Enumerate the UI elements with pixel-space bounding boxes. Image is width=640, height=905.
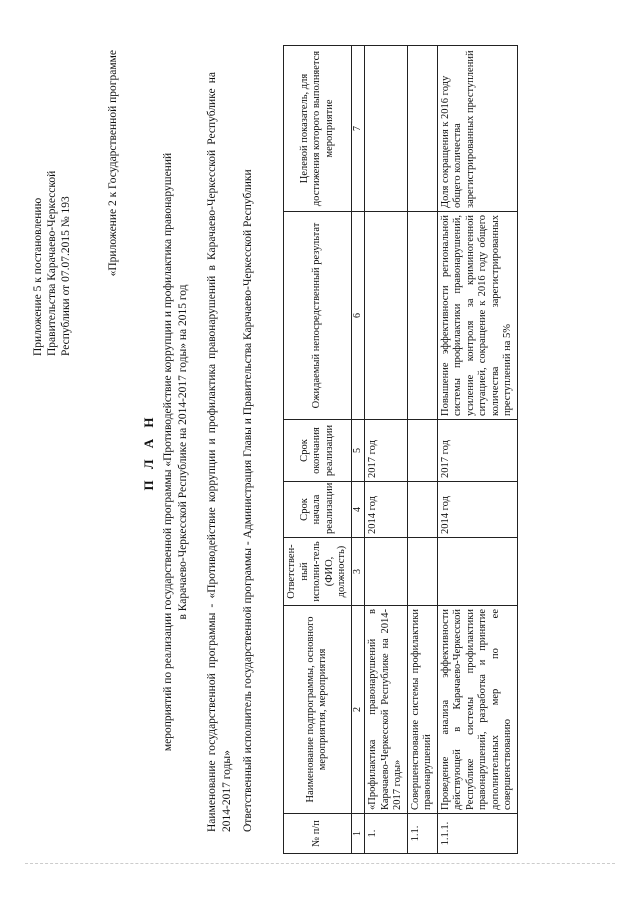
appendix-line-1: Приложение 5 к постановлению [32, 197, 44, 356]
row-result [407, 212, 437, 420]
header-start: Срок начала реализации [284, 482, 352, 538]
appendix-line-2: Правительства Карачаево-Черкесской [46, 170, 58, 356]
appendix-line-3: Республики от 07.07.2015 № 193 [60, 196, 72, 356]
appendix-header [31, 56, 73, 356]
row-start: 2014 год [437, 482, 517, 538]
row-executor [437, 538, 517, 606]
header-name: Наименование подпрограммы, основного мероприятия, мероприятия [284, 606, 352, 814]
row-result [365, 212, 408, 420]
row-indicator: Доля сокращения к 2016 году общего количества зарегистрированных преступлений [437, 46, 517, 212]
row-executor [407, 538, 437, 606]
header-num: № п/п [284, 814, 352, 854]
table-row [365, 46, 408, 854]
row-name: «Профилактика правонарушений в Карачаево-Черкесской Республике на 2014-2017 годы» [365, 606, 408, 814]
row-num: 1. [365, 814, 408, 854]
row-end: 2017 год [365, 420, 408, 482]
plan-table [283, 45, 518, 854]
plan-subtitle-line-1: мероприятий по реализации государственной программы «Противодействие коррупции и профилактика правонарушений [162, 152, 174, 752]
page-edge-line [25, 863, 615, 864]
plan-subtitle [161, 32, 191, 872]
row-executor [365, 538, 408, 606]
col-number: 5 [351, 420, 365, 482]
plan-title: П Л А Н [141, 413, 156, 491]
header-indicator: Целевой показатель, для достижения которого выполняется мероприятие [284, 46, 352, 212]
row-num: 1.1. [407, 814, 437, 854]
col-number: 2 [351, 606, 365, 814]
row-indicator [407, 46, 437, 212]
row-end [407, 420, 437, 482]
row-name: Совершенствование системы профилактики правонарушений [407, 606, 437, 814]
row-result: Повышение эффективности региональной системы профилактики правонарушений, усиление контроля за криминогенной ситуацией, сокращение к 2016 году общего количества зарегистрированных преступлений на 5% [437, 212, 517, 420]
col-number: 7 [351, 46, 365, 212]
row-indicator [365, 46, 408, 212]
plan-subtitle-line-2: в Карачаево-Черкесской Республике на 2014-2017 годы» на 2015 год [177, 284, 189, 620]
row-start [407, 482, 437, 538]
header-end: Срок окончания реализации [284, 420, 352, 482]
header-executor: Ответствен-ный исполни-тель (ФИО, должность) [284, 538, 352, 606]
row-name: Проведение анализа эффективности действующей в Карачаево-Черкесской Республике системы профилактики правонарушений, разработка и принятие дополнительных мер по ее совершенствованию [437, 606, 517, 814]
col-number: 1 [351, 814, 365, 854]
col-number: 4 [351, 482, 365, 538]
table-row [437, 46, 517, 854]
header-result: Ожидаемый непосредственный результат [284, 212, 352, 420]
program-appendix-label: «Приложение 2 к Государственной программе [107, 50, 119, 277]
table-row [407, 46, 437, 854]
col-number: 3 [351, 538, 365, 606]
column-number-row [351, 46, 365, 854]
row-start: 2014 год [365, 482, 408, 538]
table-header-row [284, 46, 352, 854]
col-number: 6 [351, 212, 365, 420]
row-end: 2017 год [437, 420, 517, 482]
row-num: 1.1.1. [437, 814, 517, 854]
program-name: Наименование государственной программы - «Противодействие коррупции и профилактика правонарушений в Карачаево-Черкесской Республике на 2014-2017 годы» [206, 72, 233, 832]
document-page [25, 32, 615, 872]
responsible-executor: Ответственный исполнитель государственной программы - Администрация Главы и Правительства Карачаево-Черкесской Республики [242, 169, 254, 832]
